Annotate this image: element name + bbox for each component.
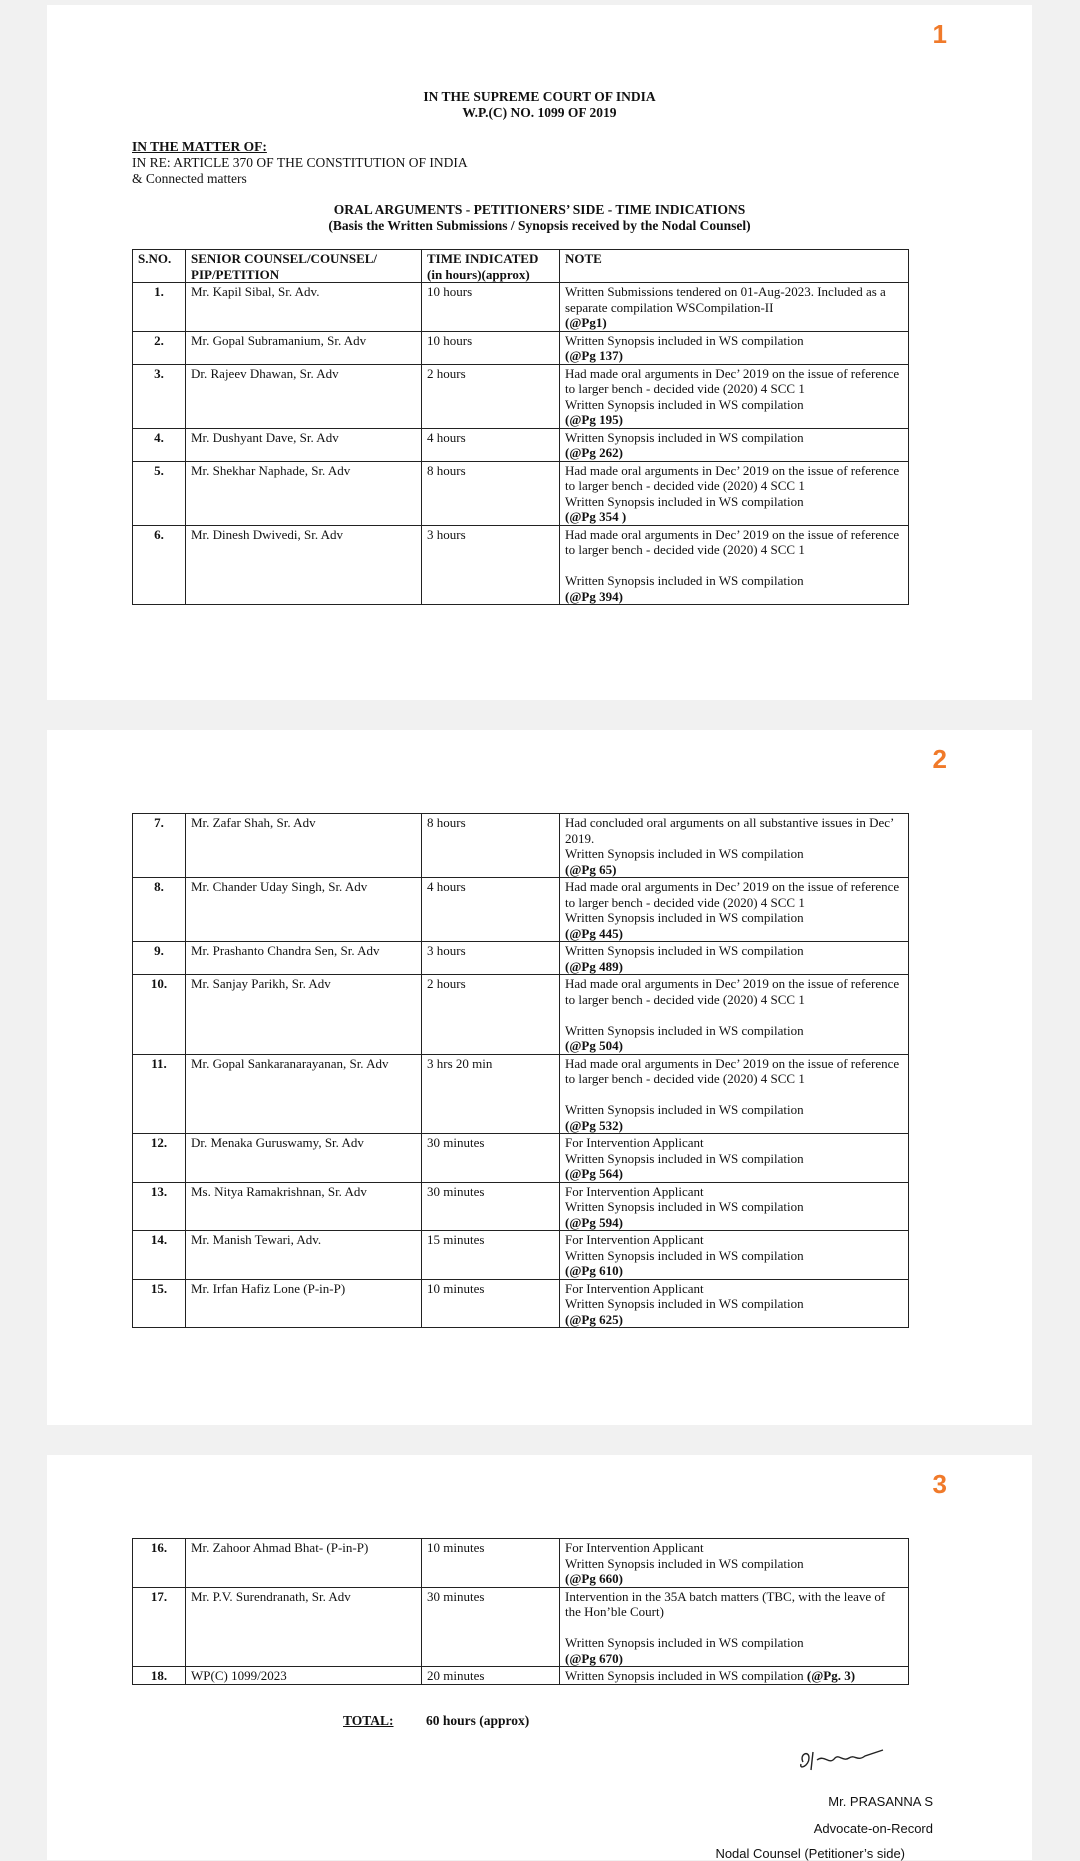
note-line: Written Synopsis included in WS compilation — [565, 429, 804, 445]
row-serial-number: 10. — [133, 975, 186, 1055]
row-time-indicated: 4 hours — [422, 428, 560, 461]
row-serial-number: 12. — [133, 1134, 186, 1183]
note-page-reference: (@Pg 65) — [565, 861, 617, 877]
note-reference-line — [565, 315, 903, 331]
row-counsel-name: Mr. Gopal Subramanium, Sr. Adv — [186, 331, 422, 364]
row-note — [560, 975, 909, 1055]
row-serial-number: 14. — [133, 1231, 186, 1280]
document-page-1 — [47, 5, 1032, 700]
note-page-reference: (@Pg 610) — [565, 1263, 623, 1278]
row-time-indicated: 30 minutes — [422, 1182, 560, 1231]
note-line: Written Synopsis included in WS compilation — [565, 573, 804, 588]
note-reference-line — [565, 862, 903, 878]
note-line: Had made oral arguments in Dec’ 2019 on the issue of reference to larger bench - decided vide (2020) 4 SCC 1 — [565, 365, 900, 396]
row-note — [560, 878, 909, 942]
note-reference-line — [565, 445, 903, 461]
note-line — [565, 1007, 903, 1023]
row-serial-number: 1. — [133, 283, 186, 332]
row-counsel-name: Mr. Manish Tewari, Adv. — [186, 1231, 422, 1280]
signatory-designation: Nodal Counsel (Petitioner’s side) — [715, 1846, 905, 1861]
table-row — [133, 878, 909, 942]
signatory-role: Advocate-on-Record — [813, 1821, 933, 1836]
row-counsel-name: WP(C) 1099/2023 — [186, 1667, 422, 1685]
row-serial-number: 13. — [133, 1182, 186, 1231]
row-note — [560, 331, 909, 364]
row-serial-number: 18. — [133, 1667, 186, 1685]
row-time-indicated: 8 hours — [422, 461, 560, 525]
note-line: For Intervention Applicant — [565, 1232, 704, 1247]
note-line: Written Synopsis included in WS compilation — [565, 943, 804, 958]
row-counsel-name: Mr. Zafar Shah, Sr. Adv — [186, 814, 422, 878]
row-note — [560, 283, 909, 332]
row-note — [560, 1667, 909, 1685]
row-time-indicated: 15 minutes — [422, 1231, 560, 1280]
note-line — [565, 1087, 903, 1103]
row-serial-number: 11. — [133, 1054, 186, 1134]
note-line — [565, 558, 903, 574]
note-page-reference: (@Pg 594) — [565, 1214, 623, 1230]
note-page-reference: (@Pg 660) — [565, 1571, 623, 1586]
row-counsel-name: Mr. Prashanto Chandra Sen, Sr. Adv — [186, 942, 422, 975]
row-note — [560, 364, 909, 428]
row-note — [560, 1539, 909, 1588]
note-page-reference: (@Pg 504) — [565, 1038, 623, 1053]
matter-label: IN THE MATTER OF: — [132, 139, 267, 154]
table-row — [133, 525, 909, 605]
note-page-reference: (@Pg 670) — [565, 1650, 623, 1666]
row-counsel-name: Mr. Dinesh Dwivedi, Sr. Adv — [186, 525, 422, 605]
table-row — [133, 814, 909, 878]
note-line: Written Submissions tendered on 01-Aug-2023. Included as a separate compilation WSCompilation-II — [565, 284, 886, 315]
note-page-reference: (@Pg 394) — [565, 588, 623, 604]
note-line: For Intervention Applicant — [565, 1135, 704, 1150]
note-line: For Intervention Applicant — [565, 1183, 704, 1199]
note-line: Had made oral arguments in Dec’ 2019 on the issue of reference to larger bench - decided vide (2020) 4 SCC 1 — [565, 879, 900, 910]
note-line — [565, 1620, 903, 1636]
note-reference-line — [565, 1215, 903, 1231]
row-counsel-name: Mr. Zahoor Ahmad Bhat- (P-in-P) — [186, 1539, 422, 1588]
row-time-indicated: 3 hrs 20 min — [422, 1054, 560, 1134]
row-note — [560, 428, 909, 461]
row-note — [560, 1231, 909, 1280]
row-time-indicated: 10 hours — [422, 283, 560, 332]
signatory-name: Mr. PRASANNA S — [828, 1794, 933, 1809]
note-page-reference: (@Pg 137) — [565, 348, 623, 363]
note-line: Written Synopsis included in WS compilation — [565, 1247, 804, 1263]
document-subtitle: (Basis the Written Submissions / Synopsis received by the Nodal Counsel) — [328, 218, 751, 233]
row-serial-number: 2. — [133, 331, 186, 364]
matter-title: IN RE: ARTICLE 370 OF THE CONSTITUTION OF INDIA — [132, 155, 468, 170]
note-line: Had concluded oral arguments on all substantive issues in Dec’ 2019. — [565, 815, 894, 846]
note-page-reference: (@Pg 445) — [565, 925, 623, 941]
row-time-indicated: 30 minutes — [422, 1587, 560, 1667]
row-counsel-name: Mr. Irfan Hafiz Lone (P-in-P) — [186, 1279, 422, 1328]
row-counsel-name: Mr. Dushyant Dave, Sr. Adv — [186, 428, 422, 461]
table-row — [133, 1587, 909, 1667]
table-row — [133, 364, 909, 428]
table-row — [133, 1231, 909, 1280]
row-counsel-name: Dr. Rajeev Dhawan, Sr. Adv — [186, 364, 422, 428]
row-counsel-name: Mr. Kapil Sibal, Sr. Adv. — [186, 283, 422, 332]
row-counsel-name: Mr. P.V. Surendranath, Sr. Adv — [186, 1587, 422, 1667]
row-serial-number: 3. — [133, 364, 186, 428]
row-note — [560, 942, 909, 975]
matter-block — [132, 139, 468, 187]
note-reference-line — [565, 1118, 903, 1134]
row-time-indicated: 2 hours — [422, 975, 560, 1055]
note-page-reference: (@Pg 262) — [565, 445, 623, 460]
row-time-indicated: 10 hours — [422, 331, 560, 364]
note-reference-line — [565, 509, 903, 525]
page-number: 2 — [932, 744, 947, 774]
note-line: Had made oral arguments in Dec’ 2019 on the issue of reference to larger bench - decided vide (2020) 4 SCC 1 — [565, 1055, 900, 1086]
row-time-indicated: 3 hours — [422, 525, 560, 605]
row-time-indicated: 10 minutes — [422, 1539, 560, 1588]
row-note — [560, 525, 909, 605]
note-line: Written Synopsis included in WS compilation — [565, 1022, 804, 1038]
note-page-reference: (@Pg. 3) — [806, 1668, 856, 1683]
note-line: Written Synopsis included in WS compilation — [565, 910, 804, 925]
sno-header: S.NO. — [133, 250, 186, 283]
total-value: 60 hours (approx) — [426, 1713, 530, 1728]
table-row — [133, 331, 909, 364]
table-row — [133, 942, 909, 975]
row-note — [560, 1134, 909, 1183]
row-counsel-name: Ms. Nitya Ramakrishnan, Sr. Adv — [186, 1182, 422, 1231]
time-indication-table — [132, 1538, 909, 1685]
row-counsel-name: Mr. Sanjay Parikh, Sr. Adv — [186, 975, 422, 1055]
row-note — [560, 461, 909, 525]
note-line: For Intervention Applicant — [565, 1540, 704, 1555]
note-line: Written Synopsis included in WS compilation — [565, 1296, 804, 1311]
note-line: Written Synopsis included in WS compilation — [565, 1199, 804, 1214]
page-number: 1 — [932, 19, 947, 49]
note-reference-line — [565, 348, 903, 364]
row-serial-number: 15. — [133, 1279, 186, 1328]
table-row — [133, 283, 909, 332]
table-row — [133, 1539, 909, 1588]
note-page-reference: (@Pg 564) — [565, 1166, 623, 1181]
table-row — [133, 461, 909, 525]
note-reference-line — [565, 1571, 903, 1587]
row-note — [560, 1182, 909, 1231]
note-reference-line — [565, 1312, 903, 1328]
note-line: Written Synopsis included in WS compilation — [565, 1555, 804, 1571]
note-line: Had made oral arguments in Dec’ 2019 on the issue of reference to larger bench - decided vide (2020) 4 SCC 1 — [565, 462, 900, 493]
note-header: NOTE — [560, 250, 909, 283]
note-page-reference: (@Pg 195) — [565, 412, 623, 427]
note-line: Written Synopsis included in WS compilation — [565, 493, 804, 509]
row-counsel-name: Mr. Shekhar Naphade, Sr. Adv — [186, 461, 422, 525]
note-line: Written Synopsis included in WS compilation — [565, 1668, 804, 1683]
note-line: Written Synopsis included in WS compilation — [565, 396, 804, 412]
counsel-header: SENIOR COUNSEL/COUNSEL/ PIP/PETITION — [186, 250, 422, 283]
note-line: Had made oral arguments in Dec’ 2019 on the issue of reference to larger bench - decided vide (2020) 4 SCC 1 — [565, 526, 900, 557]
row-time-indicated: 10 minutes — [422, 1279, 560, 1328]
matter-connected: & Connected matters — [132, 171, 247, 186]
note-line: Written Synopsis included in WS compilation — [565, 1102, 804, 1117]
document-title: ORAL ARGUMENTS - PETITIONERS’ SIDE - TIME INDICATIONS — [333, 202, 746, 217]
note-reference-line — [565, 959, 903, 975]
time-header: TIME INDICATED (in hours)(approx) — [422, 250, 560, 283]
note-reference-line — [565, 412, 903, 428]
row-serial-number: 4. — [133, 428, 186, 461]
note-reference-line — [565, 1038, 903, 1054]
row-note — [560, 814, 909, 878]
court-name: IN THE SUPREME COURT OF INDIA — [423, 89, 656, 104]
table-row — [133, 1054, 909, 1134]
note-page-reference: (@Pg 489) — [565, 958, 623, 974]
row-note — [560, 1279, 909, 1328]
total-label: TOTAL: — [343, 1713, 394, 1728]
case-number: W.P.(C) NO. 1099 OF 2019 — [462, 105, 617, 120]
document-page-2 — [47, 730, 1032, 1425]
table-header-row — [133, 250, 909, 283]
row-serial-number: 9. — [133, 942, 186, 975]
table-row — [133, 1667, 909, 1685]
row-time-indicated: 4 hours — [422, 878, 560, 942]
row-serial-number: 8. — [133, 878, 186, 942]
note-line: Written Synopsis included in WS compilation — [565, 332, 804, 348]
note-reference-line — [565, 1651, 903, 1667]
row-serial-number: 16. — [133, 1539, 186, 1588]
row-counsel-name: Mr. Gopal Sankaranarayanan, Sr. Adv — [186, 1054, 422, 1134]
note-reference-line — [565, 926, 903, 942]
table-row — [133, 1134, 909, 1183]
row-note — [560, 1587, 909, 1667]
note-reference-line — [565, 1263, 903, 1279]
note-page-reference: (@Pg 625) — [565, 1311, 623, 1327]
note-line: Had made oral arguments in Dec’ 2019 on the issue of reference to larger bench - decided vide (2020) 4 SCC 1 — [565, 976, 900, 1007]
row-time-indicated: 8 hours — [422, 814, 560, 878]
row-serial-number: 7. — [133, 814, 186, 878]
time-indication-table — [132, 813, 909, 1328]
row-serial-number: 17. — [133, 1587, 186, 1667]
row-time-indicated: 20 minutes — [422, 1667, 560, 1685]
row-time-indicated: 3 hours — [422, 942, 560, 975]
note-line: For Intervention Applicant — [565, 1280, 704, 1296]
note-line: Written Synopsis included in WS compilation — [565, 1150, 804, 1166]
time-indication-table — [132, 249, 909, 605]
note-line: Written Synopsis included in WS compilation — [565, 1635, 804, 1650]
signature-image — [795, 1740, 895, 1780]
table-row — [133, 1279, 909, 1328]
note-reference-line — [565, 589, 903, 605]
row-serial-number: 5. — [133, 461, 186, 525]
note-line: Written Synopsis included in WS compilation — [565, 846, 804, 861]
row-time-indicated: 2 hours — [422, 364, 560, 428]
note-page-reference: (@Pg 532) — [565, 1117, 623, 1133]
note-reference-line — [565, 1166, 903, 1182]
page-number: 3 — [932, 1469, 947, 1499]
row-note — [560, 1054, 909, 1134]
note-page-reference: (@Pg1) — [565, 315, 607, 330]
table-row — [133, 428, 909, 461]
table-row — [133, 1182, 909, 1231]
row-counsel-name: Dr. Menaka Guruswamy, Sr. Adv — [186, 1134, 422, 1183]
note-line: Intervention in the 35A batch matters (TBC, with the leave of the Hon’ble Court) — [565, 1588, 886, 1619]
row-serial-number: 6. — [133, 525, 186, 605]
row-time-indicated: 30 minutes — [422, 1134, 560, 1183]
row-counsel-name: Mr. Chander Uday Singh, Sr. Adv — [186, 878, 422, 942]
note-page-reference: (@Pg 354 ) — [565, 509, 627, 524]
table-row — [133, 975, 909, 1055]
